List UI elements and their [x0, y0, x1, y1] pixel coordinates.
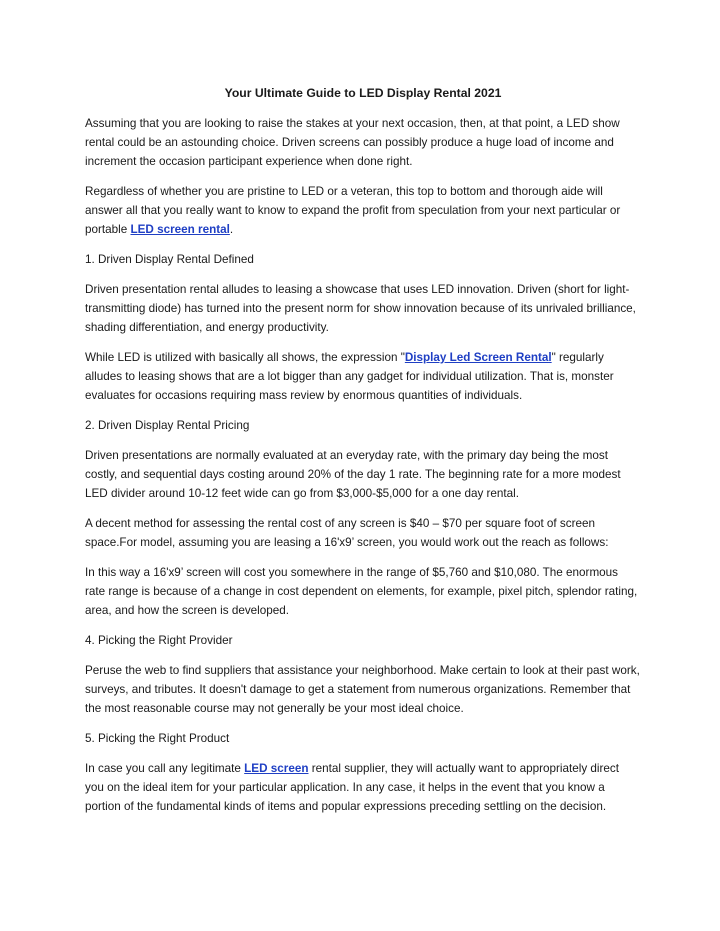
document-page: [85, 84, 641, 827]
led-screen-link[interactable]: LED screen: [244, 762, 309, 775]
page-title: Your Ultimate Guide to LED Display Rental 2021: [224, 86, 502, 100]
paragraph-text: In case you call any legitimate: [85, 762, 245, 775]
paragraph-text: While LED is utilized with basically all shows, the expression ": [85, 351, 405, 364]
paragraph-intro: Assuming that you are looking to raise the stakes at your next occasion, then, at that point, a LED show rental could be an astounding choice. Driven screens can possibly produce a huge load of income and increment the occasion participant experience when done right.: [85, 117, 620, 168]
paragraph-text: Regardless of whether you are pristine to LED or a veteran, this top to bottom and thorough aide will answer all that you really want to know to expand the profit from speculation from your next particular or portable: [85, 185, 621, 236]
paragraph-cost-range: In this way a 16'x9’ screen will cost you somewhere in the range of $5,760 and $10,080. The enormous rate range is because of a change in cost dependent on elements, for example, pixel pitch, splendor rating, area, and how the screen is developed.: [85, 566, 638, 617]
section-heading-2: 2. Driven Display Rental Pricing: [85, 419, 250, 432]
section-heading-5: 5. Picking the Right Product: [85, 732, 230, 745]
paragraph-product: [85, 759, 641, 816]
paragraph-text: " regularly alludes to leasing shows that are a lot bigger than any gadget for individual utilization. That is, monster evaluates for occasions requiring mass review by enormous quantities of individuals.: [85, 351, 614, 402]
section-heading-4: 4. Picking the Right Provider: [85, 634, 233, 647]
paragraph-expression: [85, 348, 641, 405]
section-heading-1: 1. Driven Display Rental Defined: [85, 253, 254, 266]
paragraph-text: rental supplier, they will actually want to appropriately direct you on the ideal item for your particular application. In any case, it helps in the event that you know a portion of the fundamental kinds of items and popular expressions preceding settling on the decision.: [85, 762, 620, 813]
led-screen-rental-link[interactable]: LED screen rental: [130, 223, 230, 236]
display-led-screen-rental-link[interactable]: Display Led Screen Rental: [404, 351, 552, 364]
paragraph-led-veteran: [85, 182, 641, 239]
paragraph-cost-method: A decent method for assessing the rental cost of any screen is $40 – $70 per square foot of screen space.For model, assuming you are leasing a 16'x9’ screen, you would work out the reach as follows:: [85, 517, 609, 549]
paragraph-provider: Peruse the web to find suppliers that assistance your neighborhood. Make certain to look at their past work, surveys, and tributes. It doesn't damage to get a statement from numerous organizations. Remember that the most reasonable course may not generally be your most ideal choice.: [85, 664, 640, 715]
paragraph-rental-defined: Driven presentation rental alludes to leasing a showcase that uses LED innovation. Driven (short for light-transmitting diode) has turned into the present norm for show innovation because of its unrivaled brilliance, shading differentiation, and energy productivity.: [85, 283, 636, 334]
paragraph-text: .: [229, 223, 234, 236]
paragraph-pricing: Driven presentations are normally evaluated at an everyday rate, with the primary day being the most costly, and sequential days costing around 20% of the day 1 rate. The beginning rate for a more modest LED divider around 10-12 feet wide can go from $3,000-$5,000 for a one day rental.: [85, 449, 621, 500]
